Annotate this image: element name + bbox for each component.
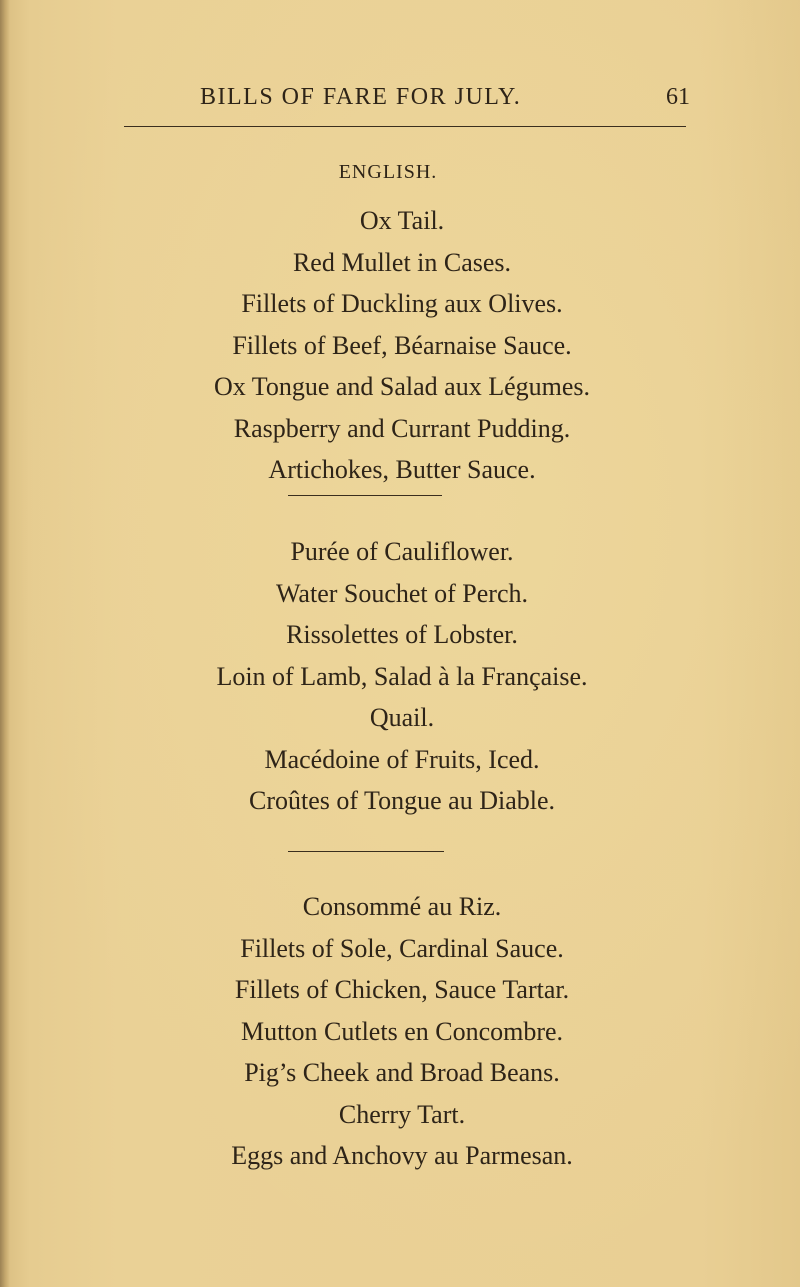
- menu-item: Ox Tongue and Salad aux Légumes.: [213, 372, 591, 401]
- bill-of-fare-1: [0, 200, 800, 491]
- menu-item: Ox Tail.: [359, 206, 445, 235]
- section-divider: [288, 851, 444, 852]
- running-title: BILLS OF FARE FOR JULY.: [200, 84, 522, 110]
- menu-item: Fillets of Beef, Béarnaise Sauce.: [232, 330, 572, 360]
- menu-item: Eggs and Anchovy au Parmesan.: [231, 1141, 573, 1170]
- menu-item: Cherry Tart.: [338, 1099, 466, 1129]
- menu-item: Pig’s Cheek and Broad Beans.: [244, 1058, 560, 1087]
- menu-item: Fillets of Sole, Cardinal Sauce.: [240, 933, 564, 963]
- menu-item: Fillets of Duckling aux Olives.: [241, 289, 563, 318]
- menu-item: Raspberry and Currant Pudding.: [233, 413, 571, 443]
- menu-item: Croûtes of Tongue au Diable.: [248, 786, 556, 815]
- section-divider: [288, 495, 442, 496]
- section-heading: ENGLISH.: [338, 161, 438, 183]
- running-header: [0, 84, 800, 124]
- menu-item: Water Souchet of Perch.: [275, 578, 529, 608]
- page-number: 61: [666, 84, 690, 110]
- bill-of-fare-2: [0, 531, 800, 822]
- bill-of-fare-3: [0, 886, 800, 1177]
- menu-item: Loin of Lamb, Salad à la Française.: [216, 661, 588, 691]
- menu-item: Macédoine of Fruits, Iced.: [264, 744, 540, 774]
- menu-item: Artichokes, Butter Sauce.: [268, 455, 536, 484]
- menu-item: Purée of Cauliflower.: [290, 537, 514, 566]
- menu-item: Fillets of Chicken, Sauce Tartar.: [234, 975, 570, 1004]
- menu-item: Rissolettes of Lobster.: [286, 620, 518, 649]
- menu-item: Consommé au Riz.: [302, 892, 502, 921]
- menu-item: Mutton Cutlets en Concombre.: [240, 1016, 564, 1046]
- menu-item: Red Mullet in Cases.: [292, 247, 512, 277]
- menu-item: Quail.: [369, 703, 435, 732]
- header-rule: [124, 126, 686, 127]
